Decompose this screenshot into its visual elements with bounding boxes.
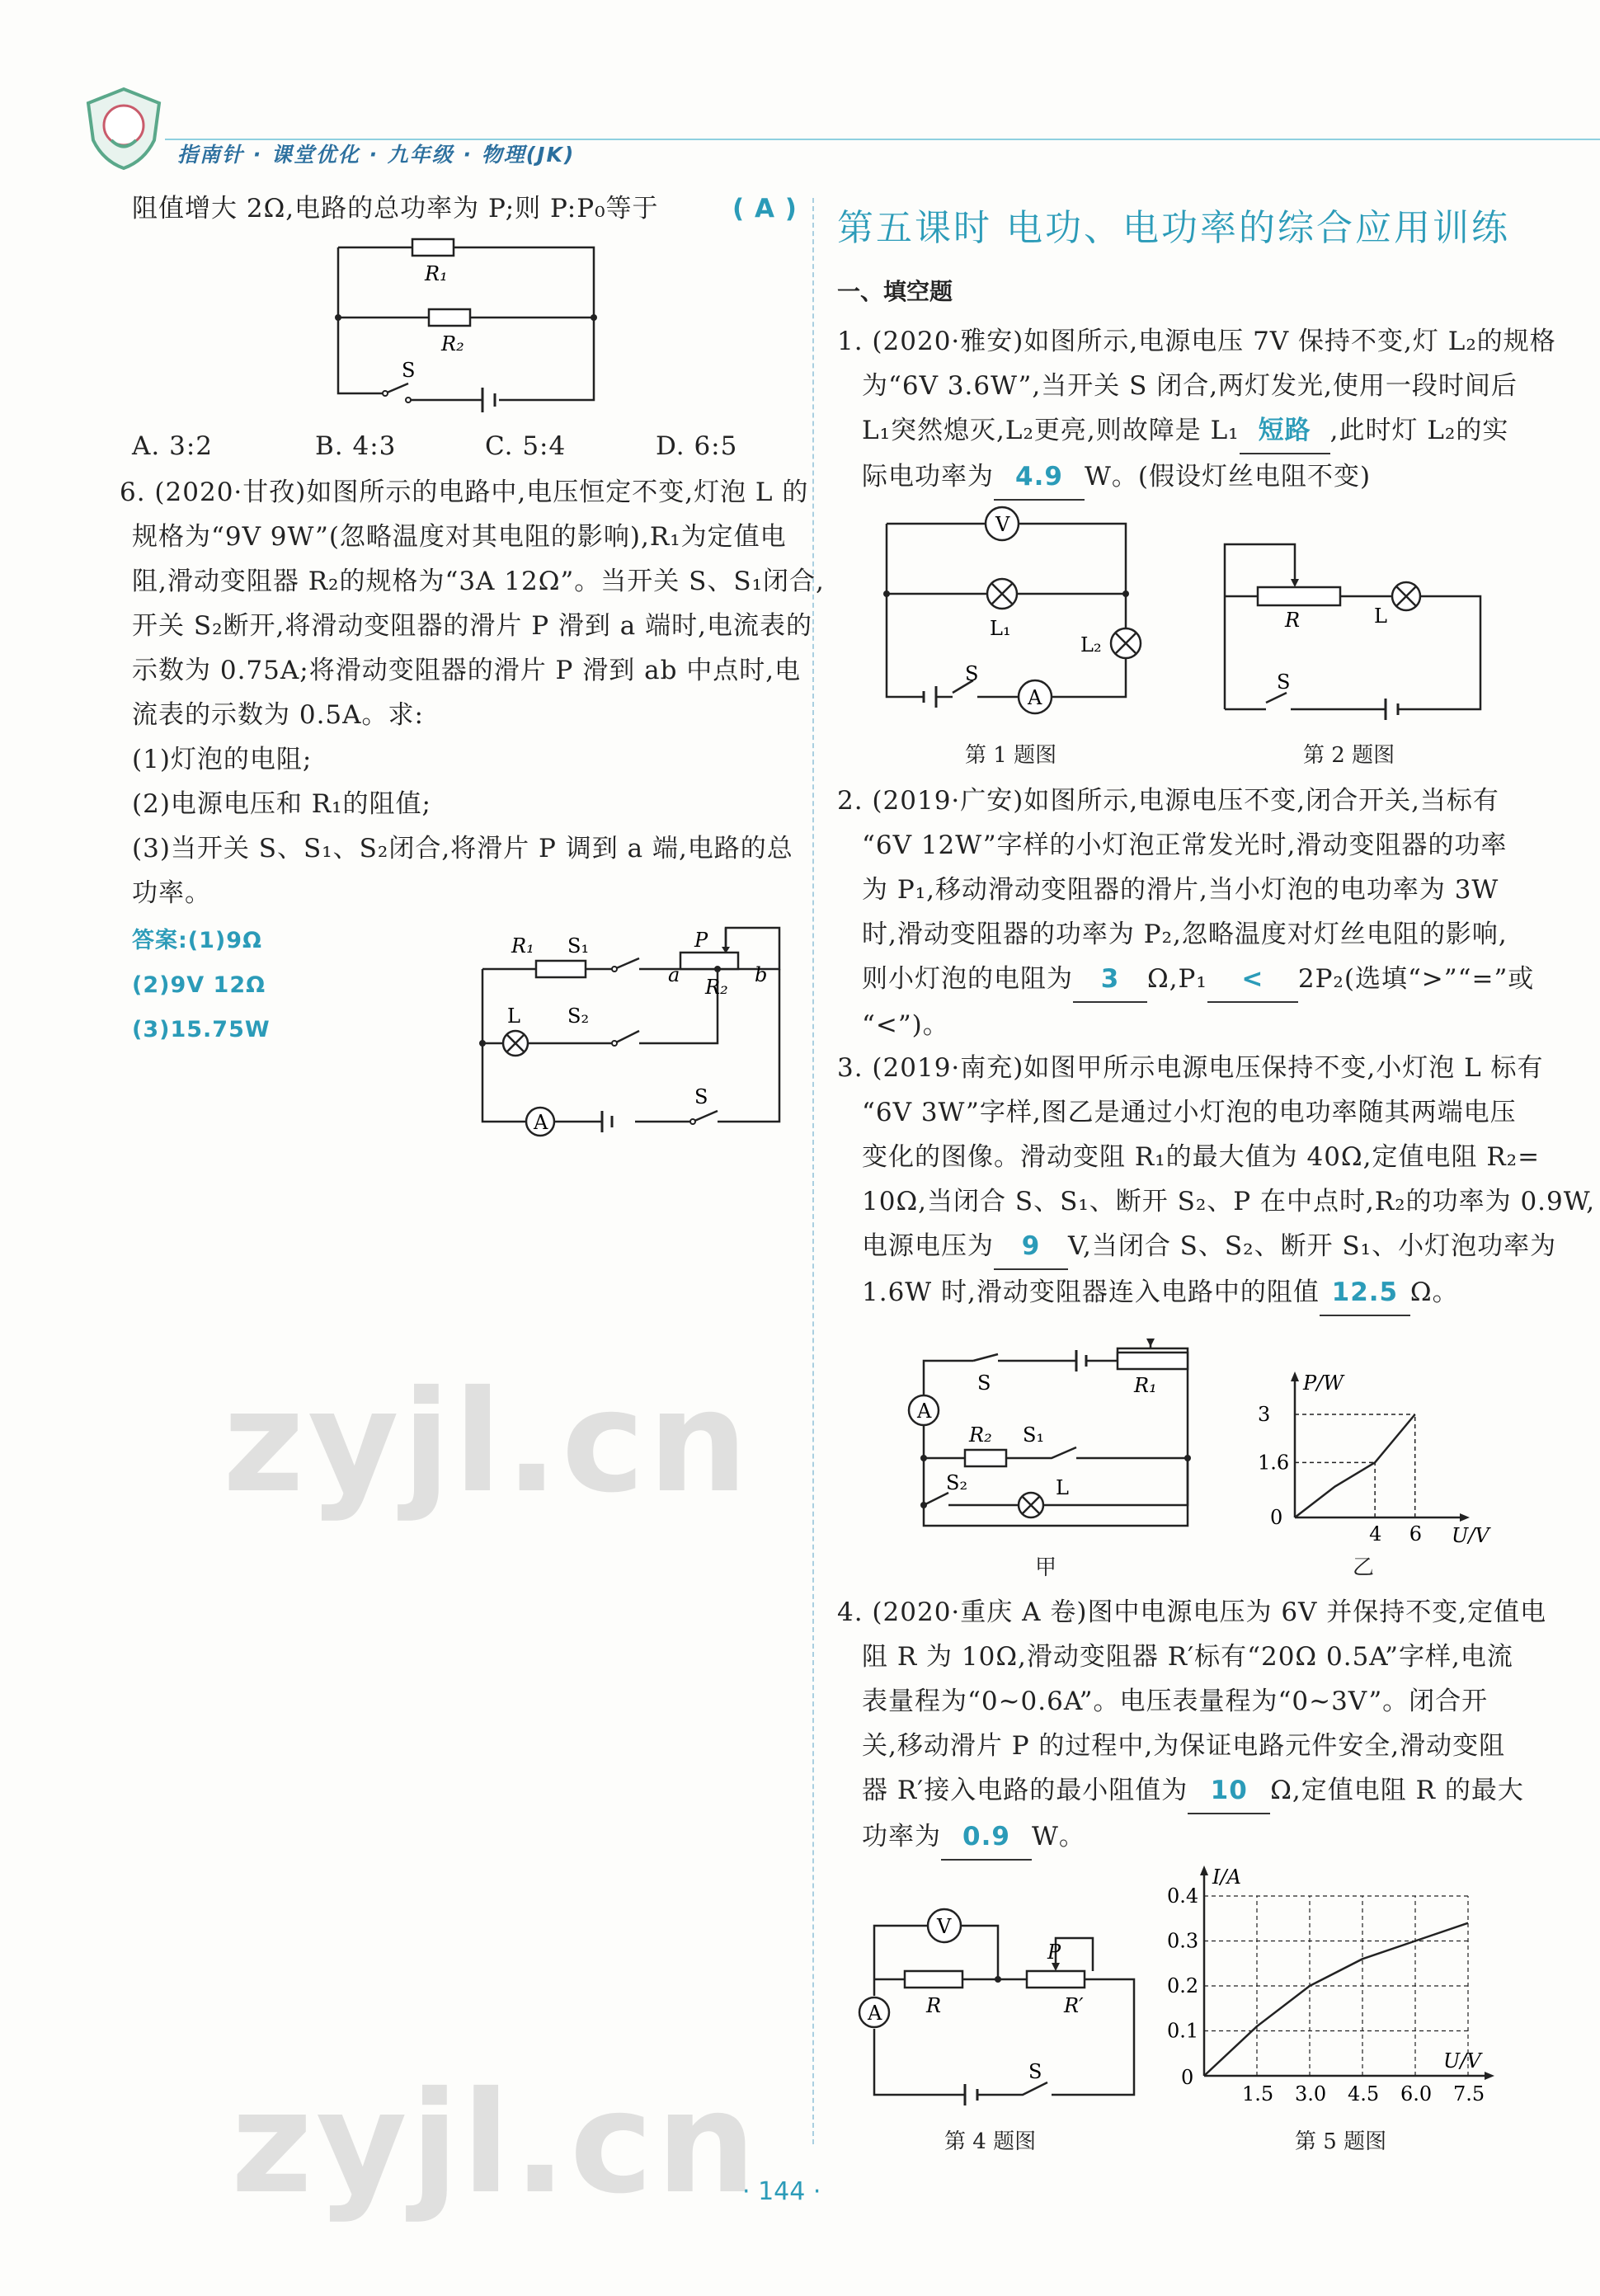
column-divider bbox=[812, 198, 814, 2144]
q3-block bbox=[837, 1046, 1596, 1316]
q1-block bbox=[837, 319, 1579, 501]
q4-line-5a: 器 R′接入电路的最小阻值为 bbox=[862, 1776, 1188, 1805]
fig3b-chart bbox=[1249, 1369, 1489, 1550]
q4-block bbox=[837, 1590, 1579, 1861]
q1-line-3 bbox=[837, 408, 1579, 454]
q4-line: 表量程为“0~0.6A”。电压表量程为“0~3V”。闭合开 bbox=[862, 1687, 1489, 1716]
q4-line-6b: W。 bbox=[1032, 1822, 1085, 1851]
q5-s-label: S bbox=[402, 359, 416, 382]
q2-blank-1[interactable]: 3 bbox=[1073, 957, 1147, 1003]
q1-line-3a: L₁突然熄灭,L₂更亮,则故障是 L₁ bbox=[862, 416, 1240, 445]
q1-line: 1. (2020·雅安)如图所示,电源电压 7V 保持不变,灯 L₂的规格 bbox=[837, 327, 1556, 356]
fig1-circuit bbox=[874, 495, 1171, 726]
q4-line-5b: Ω,定值电阻 R 的最大 bbox=[1270, 1776, 1524, 1805]
q1-line-3b: ,此时灯 L₂的实 bbox=[1329, 416, 1509, 445]
y-tick-label: 0.4 bbox=[1167, 1884, 1199, 1908]
x-tick-label: 7.5 bbox=[1453, 2082, 1485, 2105]
page-number: · 144 · bbox=[742, 2177, 821, 2206]
q3-line-6a: 1.6W 时,滑动变阻器连入电路中的阻值 bbox=[862, 1277, 1320, 1307]
series-line bbox=[1204, 1923, 1468, 2076]
q1-blank-2[interactable]: 4.9 bbox=[994, 454, 1085, 501]
fig3b-caption: 乙 bbox=[1353, 1555, 1375, 1580]
q2-line: “6V 12W”字样的小灯泡正常发光时,滑动变阻器的功率 bbox=[862, 830, 1508, 860]
q6-s2-label: S₂ bbox=[567, 1004, 590, 1028]
q6-ammeter-label: A bbox=[534, 1111, 548, 1134]
q2-line-5c: 2P₂(选填“>”“=”或 bbox=[1297, 964, 1535, 994]
fig4-a-label: A bbox=[868, 2002, 882, 2025]
fig2-l-label: L bbox=[1374, 605, 1387, 628]
fig1-l1-label: L₁ bbox=[990, 617, 1011, 640]
x-axis-arrow bbox=[1460, 1513, 1470, 1522]
q1-line-4a: 际电功率为 bbox=[862, 462, 994, 492]
q2-block bbox=[837, 779, 1579, 1047]
q4-line-6a: 功率为 bbox=[862, 1822, 941, 1851]
fig2-circuit bbox=[1212, 528, 1493, 726]
q3-blank-2[interactable]: 12.5 bbox=[1320, 1270, 1410, 1316]
q6-line: 开关 S₂断开,将滑动变阻器的滑片 P 滑到 a 端时,电流表的 bbox=[132, 611, 812, 641]
q5-r1-label: R₁ bbox=[425, 262, 448, 285]
fig1-s-label: S bbox=[965, 662, 979, 685]
fig3a-caption: 甲 bbox=[1035, 1555, 1057, 1580]
y-tick-label: 0.1 bbox=[1167, 2019, 1199, 2043]
x-tick-label: 1.5 bbox=[1242, 2082, 1274, 2105]
fig3a-s-label: S bbox=[977, 1371, 991, 1395]
q6-r1-label: R₁ bbox=[511, 934, 534, 957]
fig1-a-label: A bbox=[1028, 686, 1042, 709]
fig1-caption: 第 1 题图 bbox=[965, 743, 1057, 768]
series-line bbox=[1295, 1414, 1415, 1517]
q5-option-d: D. 6:5 bbox=[656, 431, 738, 461]
q6-l-label: L bbox=[507, 1004, 520, 1028]
header-title: 指南针 · 课堂优化 · 九年级 · 物理(JK) bbox=[177, 143, 576, 167]
q1-blank-1[interactable]: 短路 bbox=[1240, 408, 1330, 454]
fig3a-l-label: L bbox=[1056, 1476, 1069, 1499]
x-tick-label: 6.0 bbox=[1400, 2082, 1433, 2105]
x-axis-label: U/V bbox=[1452, 1524, 1489, 1547]
fig3a-a-label: A bbox=[917, 1400, 932, 1423]
q6-r2-label: R₂ bbox=[705, 976, 728, 999]
q4-line: 阻 R 为 10Ω,滑动变阻器 R′标有“20Ω 0.5A”字样,电流 bbox=[862, 1642, 1513, 1672]
watermark: zyjl.cn bbox=[223, 1361, 751, 1524]
q3-line-5b: V,当闭合 S、S₂、断开 S₁、小灯泡功率为 bbox=[1068, 1231, 1557, 1261]
fig4-p-label: P bbox=[1047, 1941, 1061, 1964]
y-axis-arrow bbox=[1291, 1371, 1299, 1381]
q2-line: 为 P₁,移动滑动变阻器的滑片,当小灯泡的电功率为 3W bbox=[862, 875, 1499, 905]
q6-p-label: P bbox=[694, 929, 708, 952]
q4-blank-1[interactable]: 10 bbox=[1188, 1768, 1270, 1814]
q3-line-5 bbox=[837, 1224, 1579, 1270]
q2-line: 时,滑动变阻器的功率为 P₂,忽略温度对灯丝电阻的影响, bbox=[862, 920, 1508, 949]
q4-line-6 bbox=[837, 1814, 1579, 1861]
q6-line: 6. (2020·甘孜)如图所示的电路中,电压恒定不变,灯泡 L 的 bbox=[120, 478, 809, 507]
q1-line-4 bbox=[837, 454, 1579, 501]
q5-option-b: B. 4:3 bbox=[315, 431, 397, 461]
q6-line: 示数为 0.75A;将滑动变阻器的滑片 P 滑到 ab 中点时,电 bbox=[132, 656, 802, 685]
q4-line-5 bbox=[837, 1768, 1579, 1814]
q5-answer: ( A ) bbox=[732, 194, 798, 223]
fig3a-circuit bbox=[895, 1336, 1200, 1542]
fig2-r-label: R bbox=[1285, 609, 1301, 632]
fig2-s-label: S bbox=[1277, 670, 1291, 694]
q2-line-5a: 则小灯泡的电阻为 bbox=[862, 964, 1073, 994]
q2-line-5 bbox=[837, 957, 1579, 1003]
y-tick-label: 1.6 bbox=[1258, 1451, 1290, 1475]
x-tick-label: 4 bbox=[1369, 1522, 1382, 1546]
y-tick-label: 0.2 bbox=[1167, 1974, 1199, 1997]
fig4-caption: 第 4 题图 bbox=[944, 2129, 1037, 2154]
y-tick-label: 0.3 bbox=[1167, 1929, 1199, 1953]
fig1-l2-label: L₂ bbox=[1080, 633, 1102, 656]
section-heading: 一、填空题 bbox=[837, 278, 953, 305]
q6-line: (3)当开关 S、S₁、S₂闭合,将滑片 P 调到 a 端,电路的总 bbox=[132, 834, 793, 863]
q1-line-4b: W。(假设灯丝电阻不变) bbox=[1085, 462, 1372, 492]
fig1-v-label: V bbox=[995, 513, 1010, 536]
q6-answer-3: (3)15.75W bbox=[132, 1017, 271, 1042]
q3-line: 10Ω,当闭合 S、S₁、断开 S₂、P 在中点时,R₂的功率为 0.9W, bbox=[862, 1187, 1596, 1216]
q5-circuit-figure bbox=[326, 235, 606, 416]
q3-line-5a: 电源电压为 bbox=[862, 1231, 994, 1261]
fig4-s-label: S bbox=[1028, 2060, 1042, 2083]
q3-line: 变化的图像。滑动变阻 R₁的最大值为 40Ω,定值电阻 R₂= bbox=[862, 1142, 1541, 1172]
q6-block bbox=[120, 470, 825, 915]
q6-line: 规格为“9V 9W”(忽略温度对其电阻的影响),R₁为定值电 bbox=[132, 522, 787, 552]
q2-line: “<”)。 bbox=[862, 1010, 949, 1040]
q6-s1-label: S₁ bbox=[567, 934, 590, 957]
fig4-circuit bbox=[854, 1897, 1151, 2111]
q2-blank-2[interactable]: < bbox=[1207, 957, 1298, 1003]
q6-circuit-figure bbox=[470, 915, 800, 1146]
q4-blank-2[interactable]: 0.9 bbox=[941, 1814, 1032, 1861]
fig5-caption: 第 5 题图 bbox=[1295, 2129, 1387, 2154]
y-axis-label: I/A bbox=[1212, 1866, 1241, 1889]
fig4-rp-label: R′ bbox=[1064, 1994, 1084, 2017]
y-axis-arrow bbox=[1200, 1866, 1208, 1875]
q2-line: 2. (2019·广安)如图所示,电源电压不变,闭合开关,当标有 bbox=[837, 786, 1499, 816]
fig4-v-label: V bbox=[937, 1915, 952, 1938]
q6-s-label: S bbox=[694, 1085, 708, 1108]
fig5-chart bbox=[1155, 1860, 1501, 2115]
y-tick-label: 3 bbox=[1258, 1403, 1271, 1426]
origin-label: 0 bbox=[1270, 1506, 1283, 1529]
q6-line: (2)电源电压和 R₁的阻值; bbox=[132, 789, 431, 819]
q5-text: 阻值增大 2Ω,电路的总功率为 P;则 P:P₀等于 bbox=[132, 194, 659, 223]
fig4-r-label: R bbox=[926, 1994, 942, 2017]
fig2-caption: 第 2 题图 bbox=[1303, 743, 1395, 768]
y-axis-label: P/W bbox=[1303, 1371, 1344, 1395]
fig3a-s1-label: S₁ bbox=[1023, 1423, 1045, 1447]
q6-answer-1: 答案:(1)9Ω bbox=[132, 928, 263, 953]
fig3a-r1-label: R₁ bbox=[1134, 1374, 1157, 1397]
q6-line: 阻,滑动变阻器 R₂的规格为“3A 12Ω”。当开关 S、S₁闭合, bbox=[132, 567, 825, 596]
x-tick-label: 4.5 bbox=[1348, 2082, 1380, 2105]
q2-line-5b: Ω,P₁ bbox=[1147, 964, 1207, 994]
q6-line: 流表的示数为 0.5A。求: bbox=[132, 700, 424, 730]
q4-line: 4. (2020·重庆 A 卷)图中电源电压为 6V 并保持不变,定值电 bbox=[837, 1597, 1547, 1627]
q6-b-label: b bbox=[755, 963, 768, 986]
q6-a-label: a bbox=[668, 963, 680, 986]
q5-option-a: A. 3:2 bbox=[132, 431, 213, 461]
x-axis-arrow bbox=[1485, 2072, 1494, 2080]
q3-line: 3. (2019·南充)如图甲所示电源电压保持不变,小灯泡 L 标有 bbox=[837, 1053, 1544, 1083]
fig3a-s2-label: S₂ bbox=[946, 1471, 968, 1494]
logo-icon bbox=[78, 82, 169, 173]
origin-label: 0 bbox=[1181, 2066, 1194, 2089]
q6-answer-2: (2)9V 12Ω bbox=[132, 972, 266, 998]
x-tick-label: 6 bbox=[1409, 1522, 1422, 1546]
q3-line: “6V 3W”字样,图乙是通过小灯泡的电功率随其两端电压 bbox=[862, 1098, 1517, 1127]
q6-line: 功率。 bbox=[132, 878, 211, 908]
q5-r2-label: R₂ bbox=[441, 332, 464, 355]
lesson-title: 第五课时 电功、电功率的综合应用训练 bbox=[837, 207, 1510, 249]
x-axis-label: U/V bbox=[1443, 2049, 1481, 2073]
watermark: zyjl.cn bbox=[231, 2062, 760, 2225]
q5-option-c: C. 5:4 bbox=[485, 431, 567, 461]
q3-line-6 bbox=[837, 1270, 1579, 1316]
q1-line: 为“6V 3.6W”,当开关 S 闭合,两灯发光,使用一段时间后 bbox=[862, 371, 1518, 401]
q3-line-6b: Ω。 bbox=[1409, 1277, 1459, 1307]
q4-line: 关,移动滑片 P 的过程中,为保证电路元件安全,滑动变阻 bbox=[862, 1731, 1506, 1761]
q3-blank-1[interactable]: 9 bbox=[994, 1224, 1068, 1270]
q6-line: (1)灯泡的电阻; bbox=[132, 745, 313, 774]
fig3a-r2-label: R₂ bbox=[969, 1423, 992, 1447]
x-tick-label: 3.0 bbox=[1295, 2082, 1327, 2105]
